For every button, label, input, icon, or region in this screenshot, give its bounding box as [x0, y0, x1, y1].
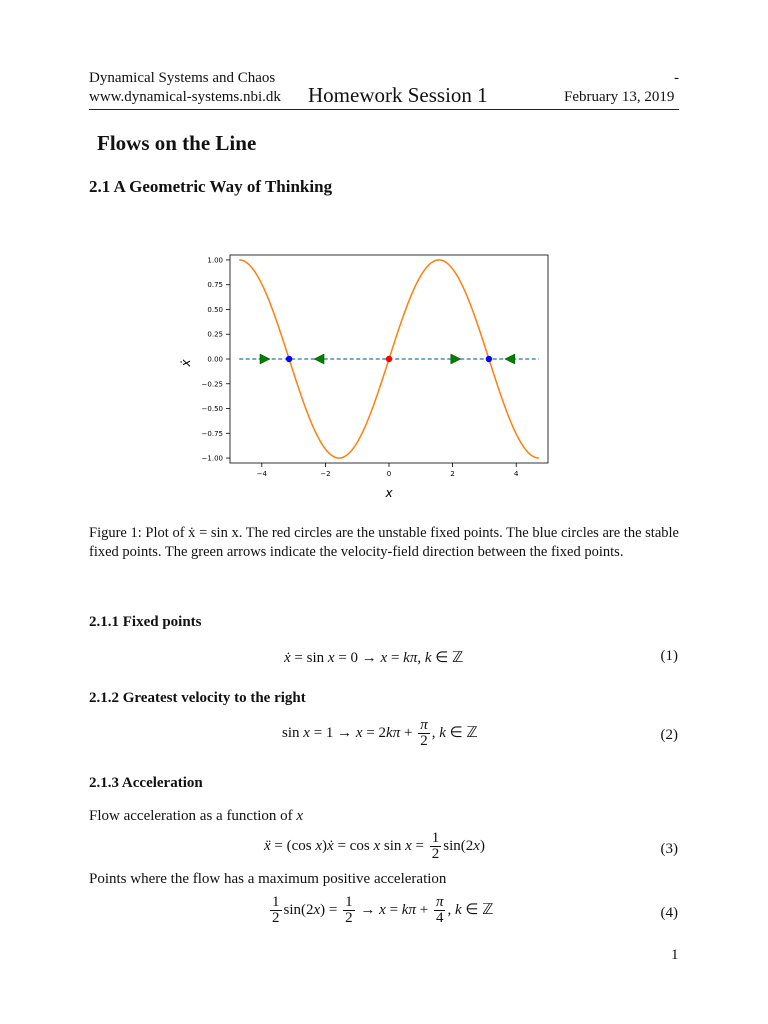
equation-number-1: (1): [660, 648, 678, 664]
y-tick-label: −0.50: [201, 405, 223, 414]
velocity-arrow-right: [260, 354, 270, 364]
equation-4: $\frac{1}{2}$ sin(2x) = $\frac{1}{2}$ → x = kπ + $\frac{\pi}{4}$ , k ∈ ℤ: [272, 894, 494, 926]
x-axis-label: x: [385, 486, 393, 500]
x-tick-label: 0: [386, 470, 392, 478]
equation-1: ẋ = sin x = 0 → x = kπ, k ∈ ℤ: [284, 650, 464, 666]
y-tick-label: −0.25: [201, 380, 223, 389]
y-tick-label: 0.00: [207, 355, 223, 364]
equation-3: ẍ = (cos x)ẋ = cos x sin x = $\frac{1}{2}$ sin(2x): [264, 830, 485, 862]
unstable-fixed-point: [386, 356, 392, 362]
velocity-arrow-right: [451, 354, 461, 364]
course-name: Dynamical Systems and Chaos: [89, 70, 276, 86]
x-tick-label: −4: [256, 470, 267, 478]
session-title: Homework Session 1: [308, 83, 488, 107]
velocity-arrow-left: [505, 354, 515, 364]
equation-2: sin x = 1 → x = 2kπ + $\frac{\pi}{2}$ , k ∈ ℤ: [282, 717, 478, 749]
stable-fixed-point: [286, 356, 292, 362]
y-tick-label: 0.50: [207, 305, 223, 314]
max-acceleration-text: Points where the flow has a maximum positive acceleration: [89, 871, 447, 887]
header-rule: [89, 109, 679, 110]
sine-flow-chart: [170, 248, 560, 508]
figure-caption: Figure 1: Plot of ẋ = sin x. The red circles are the unstable fixed points. The blue circles are the stable fixed points. The green arrows indicate the velocity-field direction between the fixed points.: [89, 525, 679, 560]
equation-number-4: (4): [660, 905, 678, 921]
y-tick-label: 0.25: [207, 330, 223, 339]
header-dash: -: [674, 70, 679, 86]
equation-number-2: (2): [660, 727, 678, 743]
subsection-acceleration: 2.1.3 Acceleration: [89, 775, 203, 791]
header-date: February 13, 2019: [564, 89, 675, 105]
y-tick-label: 0.75: [207, 281, 223, 290]
stable-fixed-point: [486, 356, 492, 362]
velocity-arrow-left: [314, 354, 324, 364]
y-tick-label: 1.00: [207, 256, 223, 265]
x-tick-label: 4: [513, 470, 519, 478]
page-number: 1: [671, 947, 679, 963]
chapter-title: Flows on the Line: [97, 131, 257, 155]
subsection-greatest-velocity: 2.1.2 Greatest velocity to the right: [89, 690, 306, 706]
x-tick-label: 2: [450, 470, 455, 478]
y-tick-label: −1.00: [201, 454, 223, 463]
course-website: www.dynamical-systems.nbi.dk: [89, 89, 281, 105]
section-title: 2.1 A Geometric Way of Thinking: [89, 177, 333, 196]
equation-number-3: (3): [660, 841, 678, 857]
y-tick-label: −0.75: [201, 429, 223, 438]
x-tick-label: −2: [320, 470, 331, 478]
acceleration-intro: Flow acceleration as a function of x: [89, 808, 304, 824]
subsection-fixed-points: 2.1.1 Fixed points: [89, 614, 202, 630]
y-axis-label: ẋ: [179, 359, 193, 367]
